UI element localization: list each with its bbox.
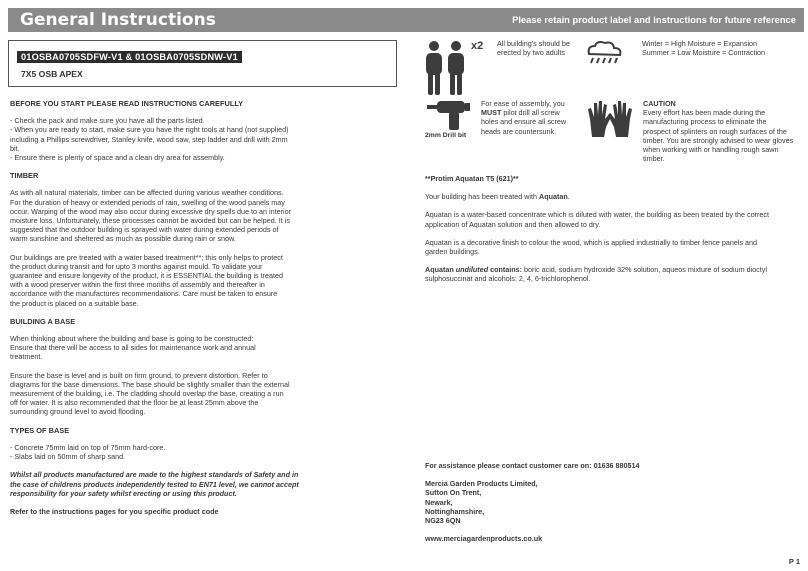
gloves-icon	[586, 97, 634, 139]
timber-line: the product is placed on a suitable base.	[10, 298, 139, 308]
base-line: diagrams for the base dimensions. The base should be slightly smaller than the external	[10, 379, 290, 389]
timber-line: the product during transit and for upto 3 months against mould. To validate your	[10, 261, 263, 271]
timber-line: suggested that the outdoor building is sprayed with water during extended periods of	[10, 225, 279, 235]
header-bar	[8, 8, 804, 32]
people-count: x2	[471, 40, 484, 52]
caution-line: when working with or handling rough sawn	[643, 145, 779, 155]
timber-line: moisture loss. Unfortunately, these processes cannot be avoided but can be helped. It is	[10, 216, 290, 226]
people-note	[497, 39, 587, 57]
before-line: - Check the pack and make sure you have all the parts listed.	[10, 116, 205, 126]
timber-line: As with all natural materials, timber can be affected during various weather conditions.	[10, 188, 284, 198]
timber-line: Our buildings are pre treated with a water based treatment**; this only helps to protect	[10, 252, 283, 262]
address-line: Nottinghamshire,	[425, 506, 485, 516]
aquatan-line: garden buildings.	[425, 247, 480, 257]
before-line: bit.	[10, 143, 20, 153]
caution-line: manufacturing process to eliminate the	[643, 117, 767, 127]
protim-heading: **Protim Aquatan T5 (621)**	[425, 174, 519, 183]
timber-line: guarantee and ensure longevity of the product, it is ESSENTIAL the building is treated	[10, 271, 284, 281]
weather-note	[642, 39, 802, 57]
contains-c: contains:	[488, 265, 523, 275]
safety-line: responsibility for your safety whilst erecting or using this product.	[10, 488, 237, 498]
contains-b: undiluted	[455, 265, 489, 275]
page-number: P 1	[788, 557, 800, 566]
timber-line: accordance with the manufactures recommendations. Care must be taken to ensure	[10, 289, 278, 299]
timber-line: warm sunshine and sheltered as much as possible during rain or snow.	[10, 234, 236, 244]
safety-line: the case of childrens products independently tested to EN71 level, we cannot accept	[10, 479, 299, 489]
must-emphasis: MUST	[481, 108, 502, 118]
treatment-section	[425, 174, 805, 284]
aquatan-line: application of Aquatan solution and then allowed to dry.	[425, 219, 601, 229]
caution-line: timber.	[643, 154, 665, 164]
contains-rest: boric acid, sodium hydroxide 32% solution, aqueos mixture of sodium dioctyl	[522, 265, 767, 275]
contact-section	[425, 461, 805, 543]
treated-prefix: Your building has been treated with	[425, 192, 540, 202]
drill-note-line: holes and ensure all screw	[481, 117, 567, 127]
caution-heading: CAUTION	[643, 99, 676, 108]
types-line: - Slabs laid on 50mm of sharp sand.	[10, 452, 126, 462]
treated-suffix: .	[567, 192, 570, 202]
contains-line	[425, 265, 805, 274]
weather-icon	[585, 40, 625, 68]
treated-line	[425, 192, 805, 201]
aquatan-line: Aquatan is a water-based concentrate which is diluted with water, the building as been treated by the correct	[425, 210, 770, 220]
base-line: treatment.	[10, 352, 43, 362]
product-name: 7X5 OSB APEX	[21, 69, 83, 79]
drill-note-part: pilot drill all screw	[501, 108, 560, 118]
before-line: - When you are ready to start, make sure you have the right tools at hand (not supplied)	[10, 125, 289, 135]
caution-line: Every effort has been made during the	[643, 108, 766, 118]
types-line: - Concrete 75mm laid on top of 75mm hard-core.	[10, 442, 166, 452]
types-heading: TYPES OF BASE	[10, 425, 70, 435]
timber-line: with a wood preserver within the first three months of assembly and thereafter in	[10, 280, 265, 290]
drill-note-line: heads are countersunk.	[481, 126, 557, 136]
safety-line: Whilst all products manufactured are made to the highest standards of Safety and in	[10, 470, 299, 480]
website-link[interactable]: www.merciagardenproducts.co.uk	[425, 534, 543, 544]
timber-line: occur. Warping of the wood may also occur during excessive dry spells due to an interior	[10, 206, 291, 216]
weather-note-line: Summer = Low Moisture = Contraction	[642, 48, 766, 58]
base-heading: BUILDING A BASE	[10, 316, 76, 326]
product-code-box	[8, 40, 397, 87]
contains-a: Aquatan	[425, 265, 456, 275]
base-line: When thinking about where the building and base is going to be constructed:	[10, 334, 254, 344]
treated-brand: Aquatan	[539, 192, 568, 202]
weather-note-line: Winter = High Moisture = Expansion	[642, 39, 758, 48]
header-subtitle: Please retain product label and instructions for future reference	[512, 14, 796, 25]
drill-note-line	[481, 108, 581, 117]
drill-icon	[425, 97, 473, 133]
aquatan-line: Aquatan is a decorative finish to colour the wood, which is applied industrially to timber fence panels and	[425, 237, 758, 247]
drill-caption: 2mm Drill bit	[425, 132, 467, 139]
address-line: Newark,	[425, 497, 453, 507]
assistance-line: For assistance please contact customer care on: 01636 880514	[425, 461, 640, 470]
caution-line: prospect of splinters on rough surfaces of the	[643, 126, 787, 136]
refer-note: Refer to the instructions pages for you specific product code	[10, 506, 219, 516]
address-line: NG23 6QN	[425, 516, 461, 526]
caution-line: timber. You are strongly advised to wear gloves	[643, 135, 794, 145]
before-line: - Ensure there is plenty of space and a clean dry area for assembly.	[10, 153, 225, 163]
caution-note	[643, 99, 805, 163]
before-line: including a Phillips screwdriver, Stanley knife, wood saw, step ladder and drill with 2mm	[10, 134, 288, 144]
product-codes: 01OSBA0705SDFW-V1 & 01OSBA0705SDNW-V1	[17, 51, 242, 63]
people-note-line: erected by two adults	[497, 48, 565, 58]
address-line: Sutton On Trent,	[425, 488, 482, 498]
page-title: General Instructions	[20, 10, 216, 30]
contains-line: sulphosuccinat and alcohols: 2, 4, 6-trichlorophenol.	[425, 274, 591, 284]
drill-note-line: For ease of assembly, you	[481, 99, 565, 108]
drill-note	[481, 99, 581, 136]
left-column	[10, 99, 402, 516]
before-heading: BEFORE YOU START PLEASE READ INSTRUCTIONS CAREFULLY	[10, 99, 244, 108]
base-line: Ensure the base is level and is built on firm ground, to prevent distortion. Refer to	[10, 370, 268, 380]
timber-heading: TIMBER	[10, 171, 39, 181]
base-line: Ensure that there will be access to all sides for maintenance work and annual	[10, 343, 256, 353]
base-line: measurement of the building, i.e. The cladding should overlap the base, creating a run	[10, 389, 284, 399]
address-line: Mercia Garden Products Limited,	[425, 479, 538, 489]
timber-line: For the duration of heavy or extended periods of rain, swelling of the wood panels may	[10, 197, 285, 207]
base-line: surrounding ground level to avoid flooding.	[10, 407, 146, 417]
base-line: off for water. It is also recommended that the floor be at least 25mm above the	[10, 398, 259, 408]
people-note-line: All building's should be	[497, 39, 570, 48]
two-people-icon	[422, 40, 472, 98]
